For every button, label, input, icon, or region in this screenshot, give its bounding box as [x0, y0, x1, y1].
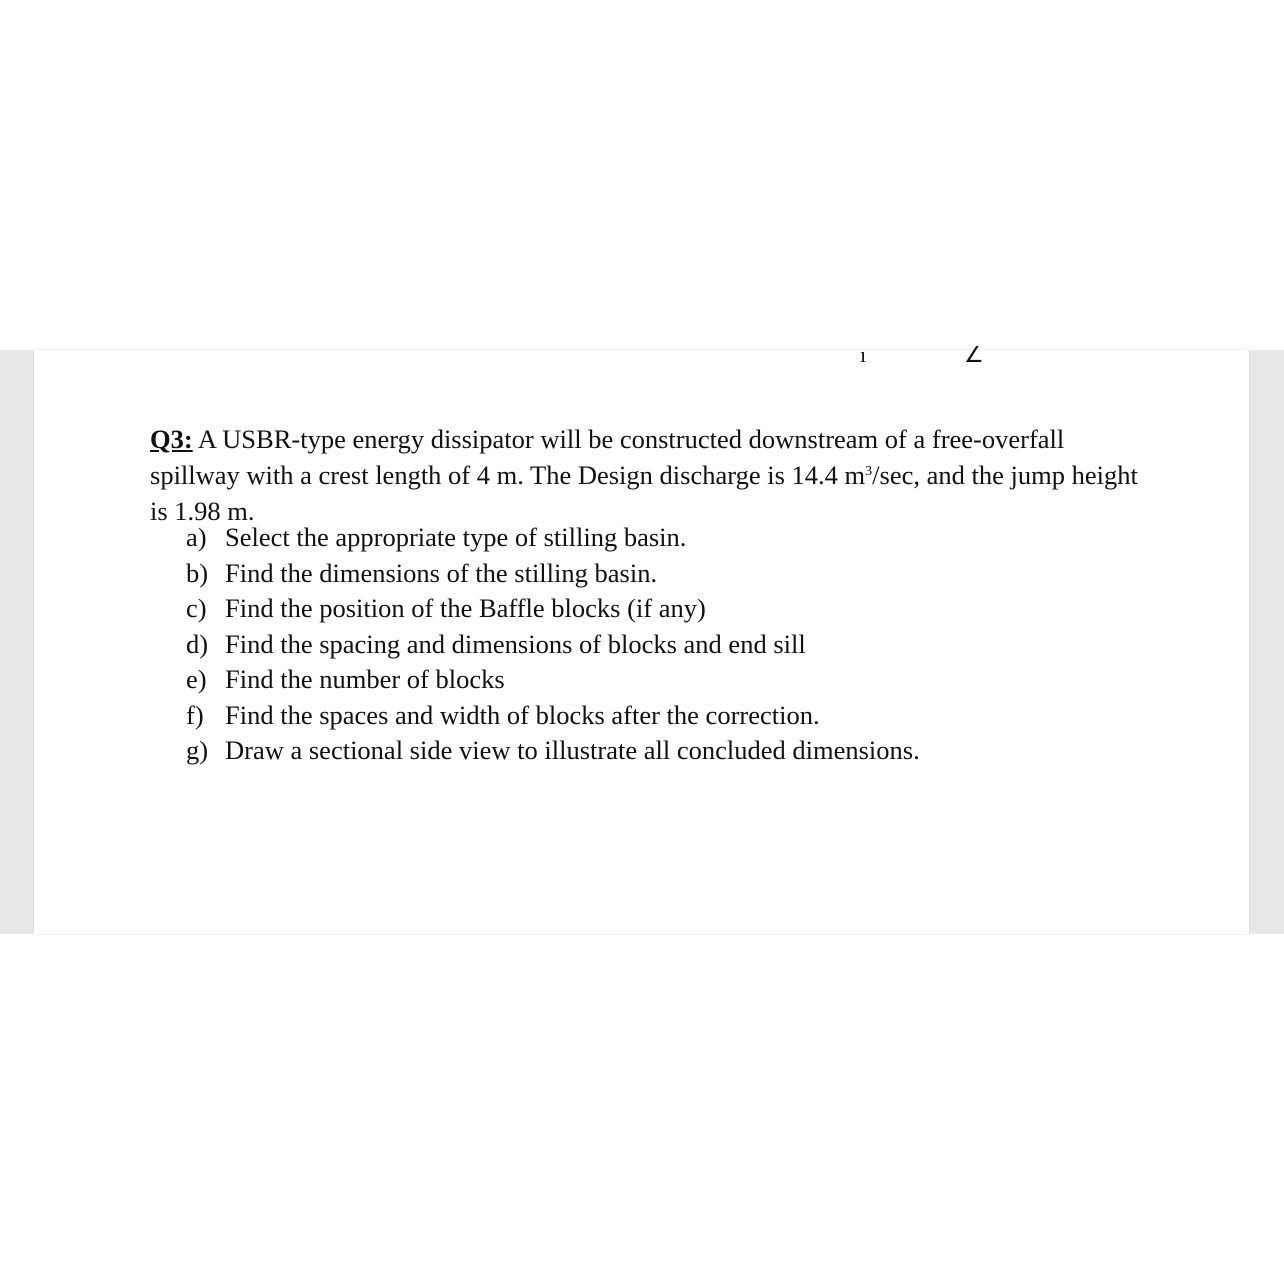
list-item: [186, 556, 920, 592]
question-paragraph: [150, 421, 1140, 529]
item-marker: a): [186, 522, 207, 552]
item-text: Select the appropriate type of stilling basin.: [225, 522, 687, 552]
item-text: Draw a sectional side view to illustrate all concluded dimensions.: [225, 735, 920, 765]
item-text: Find the spaces and width of blocks after the correction.: [225, 699, 820, 730]
item-text: Find the spacing and dimensions of blocks and end sill: [225, 628, 806, 659]
list-item: [186, 733, 920, 769]
item-text: Find the position of the Baffle blocks (if any): [225, 593, 706, 623]
page-number-fragment: ı: [860, 342, 867, 367]
item-text: Find the dimensions of the stilling basin.: [225, 557, 658, 588]
item-marker: d): [186, 628, 209, 659]
page-number-fragment: ∠: [964, 342, 984, 367]
list-item: [186, 627, 920, 663]
item-text: Find the number of blocks: [225, 664, 505, 694]
superscript: 3: [865, 463, 873, 479]
document-frame: [0, 342, 1284, 934]
item-marker: e): [186, 664, 207, 694]
list-item: [186, 662, 920, 698]
item-marker: g): [186, 735, 209, 765]
document-page: [34, 342, 1249, 934]
item-marker: c): [186, 593, 207, 623]
question-label: Q3:: [150, 423, 193, 454]
item-marker: f): [186, 699, 204, 730]
question-text: A USBR-type energy dissipator will be constructed downstream of a free-overfall spillway with a crest length of 4 m. The Design discharge is 14.4 m: [150, 423, 1065, 490]
question-text: /sec, and the jump height is 1.98 m.: [150, 459, 1138, 526]
list-item: [186, 698, 920, 734]
sub-question-list: [186, 520, 920, 769]
list-item: [186, 591, 920, 627]
list-item: [186, 520, 920, 556]
item-marker: b): [186, 557, 209, 588]
